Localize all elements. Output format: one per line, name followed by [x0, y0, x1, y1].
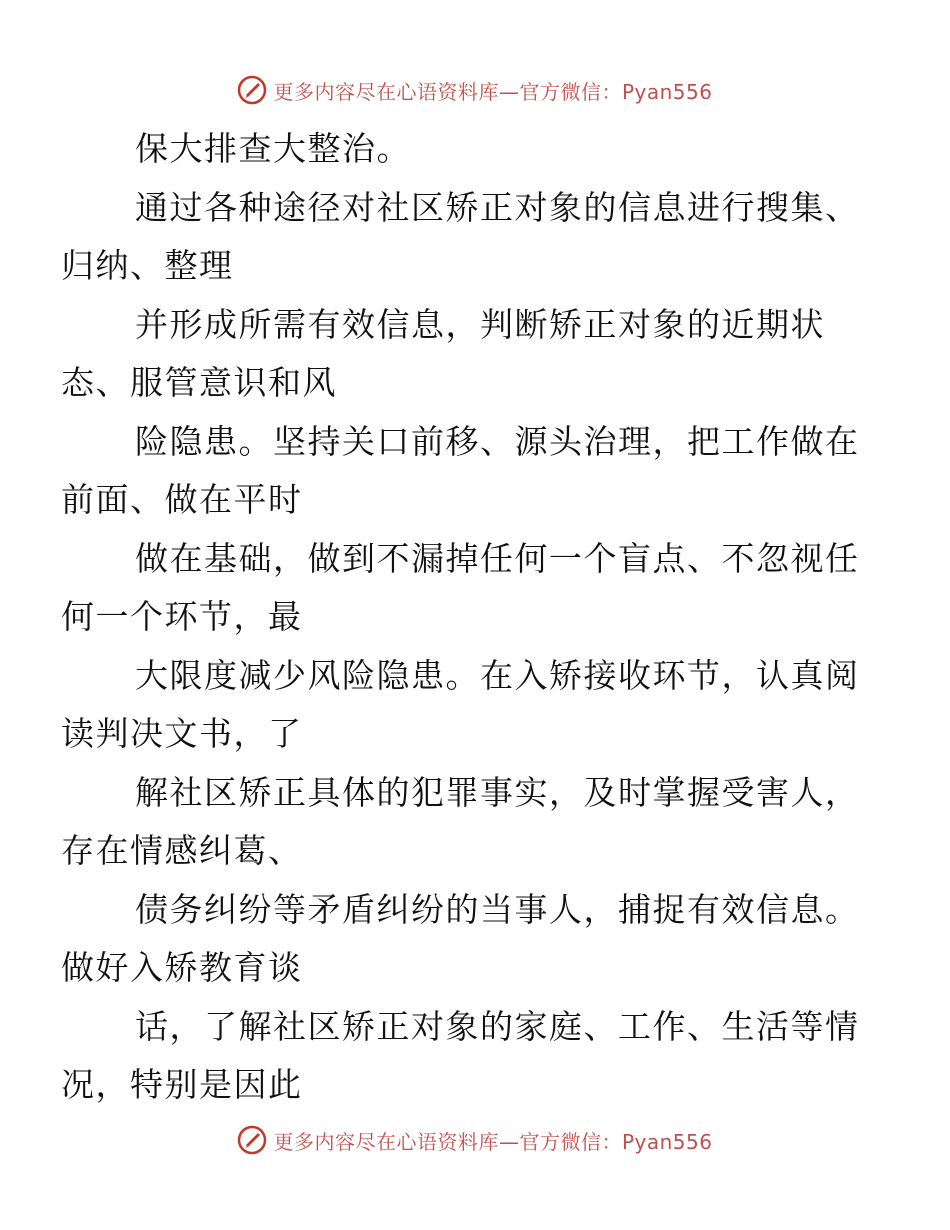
paragraph [61, 647, 860, 764]
paragraph [61, 530, 860, 647]
watermark-text: 更多内容尽在心语资料库—官方微信：Pyan556 [273, 79, 713, 104]
text-line: 并形成所需有效信息，判断矫正对象的近期状 [135, 304, 825, 344]
paragraph [61, 179, 860, 296]
text-line: 态、服管意识和风 [61, 363, 337, 402]
paragraph [61, 296, 858, 413]
text-line: 何一个环节，最 [61, 597, 303, 636]
text-line: 读判决文书，了 [61, 714, 303, 753]
text-line: 大限度减少风险隐患。在入矫接收环节，认真阅 [135, 655, 860, 695]
text-line: 做好入矫教育谈 [61, 948, 303, 987]
text-line: 前面、做在平时 [61, 480, 303, 519]
text-line: 解社区矫正具体的犯罪事实，及时掌握受害人， [135, 772, 860, 812]
document-body [61, 120, 860, 1115]
logo-icon [237, 75, 267, 105]
logo-icon [237, 1125, 267, 1155]
text-line: 保大排查大整治。 [135, 129, 411, 168]
watermark-text: 更多内容尽在心语资料库—官方微信：Pyan556 [273, 1129, 713, 1154]
footer-watermark [0, 1120, 950, 1160]
text-line: 债务纠纷等矛盾纠纷的当事人，捕捉有效信息。 [135, 889, 860, 929]
text-line: 况，特别是因此 [61, 1065, 303, 1104]
paragraph [98, 120, 858, 179]
text-line: 通过各种途径对社区矫正对象的信息进行搜集、 [135, 187, 860, 227]
paragraph [61, 998, 860, 1115]
text-line: 归纳、整理 [61, 246, 234, 285]
text-line: 险隐患。坚持关口前移、源头治理，把工作做在 [135, 421, 860, 461]
text-line: 话，了解社区矫正对象的家庭、工作、生活等情 [135, 1006, 860, 1046]
paragraph [61, 413, 860, 530]
text-line: 做在基础，做到不漏掉任何一个盲点、不忽视任 [135, 538, 860, 578]
paragraph [61, 764, 860, 881]
header-watermark [0, 70, 950, 110]
paragraph [61, 881, 860, 998]
text-line: 存在情感纠葛、 [61, 831, 303, 870]
